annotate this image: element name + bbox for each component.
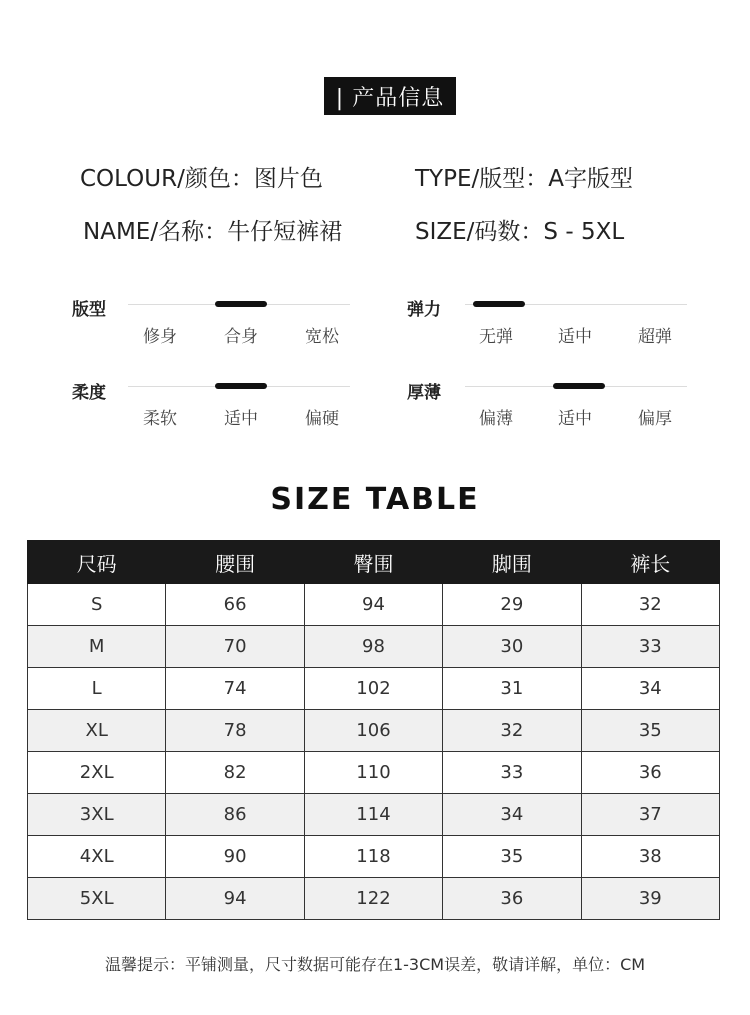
attribute-option: 适中 [558, 327, 592, 347]
table-cell: 34 [581, 668, 719, 710]
attribute-title: 版型 [72, 300, 106, 320]
table-cell: 74 [166, 668, 304, 710]
size-info: SIZE/码数：S - 5XL [415, 219, 625, 245]
table-row [28, 668, 720, 710]
table-row [28, 752, 720, 794]
table-row [28, 878, 720, 920]
column-header: 臀围 [304, 541, 442, 584]
attribute-option: 偏薄 [479, 409, 513, 429]
size-table-title: SIZE TABLE [270, 482, 480, 517]
column-header: 尺码 [28, 541, 166, 584]
table-cell: 29 [443, 584, 581, 626]
table-cell: 32 [581, 584, 719, 626]
table-header-row [28, 541, 720, 584]
table-cell: 30 [443, 626, 581, 668]
table-cell: 39 [581, 878, 719, 920]
table-row [28, 584, 720, 626]
colour-info: COLOUR/颜色：图片色 [80, 166, 323, 192]
table-cell: 78 [166, 710, 304, 752]
type-info: TYPE/版型：A字版型 [415, 166, 633, 192]
table-cell: 82 [166, 752, 304, 794]
table-cell: XL [28, 710, 166, 752]
section-header: | 产品信息 [324, 77, 456, 115]
table-cell: 90 [166, 836, 304, 878]
table-cell: 106 [304, 710, 442, 752]
table-cell: 114 [304, 794, 442, 836]
table-cell: 70 [166, 626, 304, 668]
attribute-option: 合身 [224, 327, 258, 347]
table-cell: L [28, 668, 166, 710]
table-cell: 118 [304, 836, 442, 878]
attribute-option: 宽松 [305, 327, 339, 347]
table-cell: 34 [443, 794, 581, 836]
table-cell: 86 [166, 794, 304, 836]
attribute-selected-marker [553, 383, 605, 389]
table-row [28, 710, 720, 752]
attribute-option: 无弹 [479, 327, 513, 347]
column-header: 腰围 [166, 541, 304, 584]
attribute-selected-marker [215, 301, 267, 307]
table-cell: 4XL [28, 836, 166, 878]
table-row [28, 794, 720, 836]
attribute-option: 超弹 [638, 327, 672, 347]
table-cell: 98 [304, 626, 442, 668]
attribute-option: 适中 [558, 409, 592, 429]
attribute-option: 修身 [143, 327, 177, 347]
table-cell: 31 [443, 668, 581, 710]
table-cell: 110 [304, 752, 442, 794]
table-cell: 122 [304, 878, 442, 920]
attribute-option: 适中 [224, 409, 258, 429]
table-cell: 2XL [28, 752, 166, 794]
table-cell: 66 [166, 584, 304, 626]
measurement-note: 温馨提示：平铺测量，尺寸数据可能存在1-3CM误差，敬请详解，单位：CM [104, 955, 646, 974]
attribute-title: 柔度 [72, 383, 106, 403]
table-cell: 37 [581, 794, 719, 836]
attribute-option: 偏厚 [638, 409, 672, 429]
table-row [28, 836, 720, 878]
size-table [27, 540, 720, 920]
column-header: 裤长 [581, 541, 719, 584]
attribute-title: 厚薄 [407, 383, 441, 403]
table-cell: 36 [443, 878, 581, 920]
table-cell: 35 [443, 836, 581, 878]
attribute-title: 弹力 [407, 300, 441, 320]
table-cell: 94 [304, 584, 442, 626]
attribute-selected-marker [473, 301, 525, 307]
table-cell: 32 [443, 710, 581, 752]
table-cell: S [28, 584, 166, 626]
table-cell: 5XL [28, 878, 166, 920]
attribute-selected-marker [215, 383, 267, 389]
table-cell: 35 [581, 710, 719, 752]
attribute-option: 偏硬 [305, 409, 339, 429]
column-header: 脚围 [443, 541, 581, 584]
table-cell: M [28, 626, 166, 668]
table-row [28, 626, 720, 668]
table-cell: 94 [166, 878, 304, 920]
name-info: NAME/名称：牛仔短裤裙 [83, 219, 343, 245]
table-cell: 38 [581, 836, 719, 878]
table-cell: 33 [443, 752, 581, 794]
table-cell: 3XL [28, 794, 166, 836]
table-cell: 36 [581, 752, 719, 794]
attribute-option: 柔软 [143, 409, 177, 429]
table-cell: 102 [304, 668, 442, 710]
table-cell: 33 [581, 626, 719, 668]
